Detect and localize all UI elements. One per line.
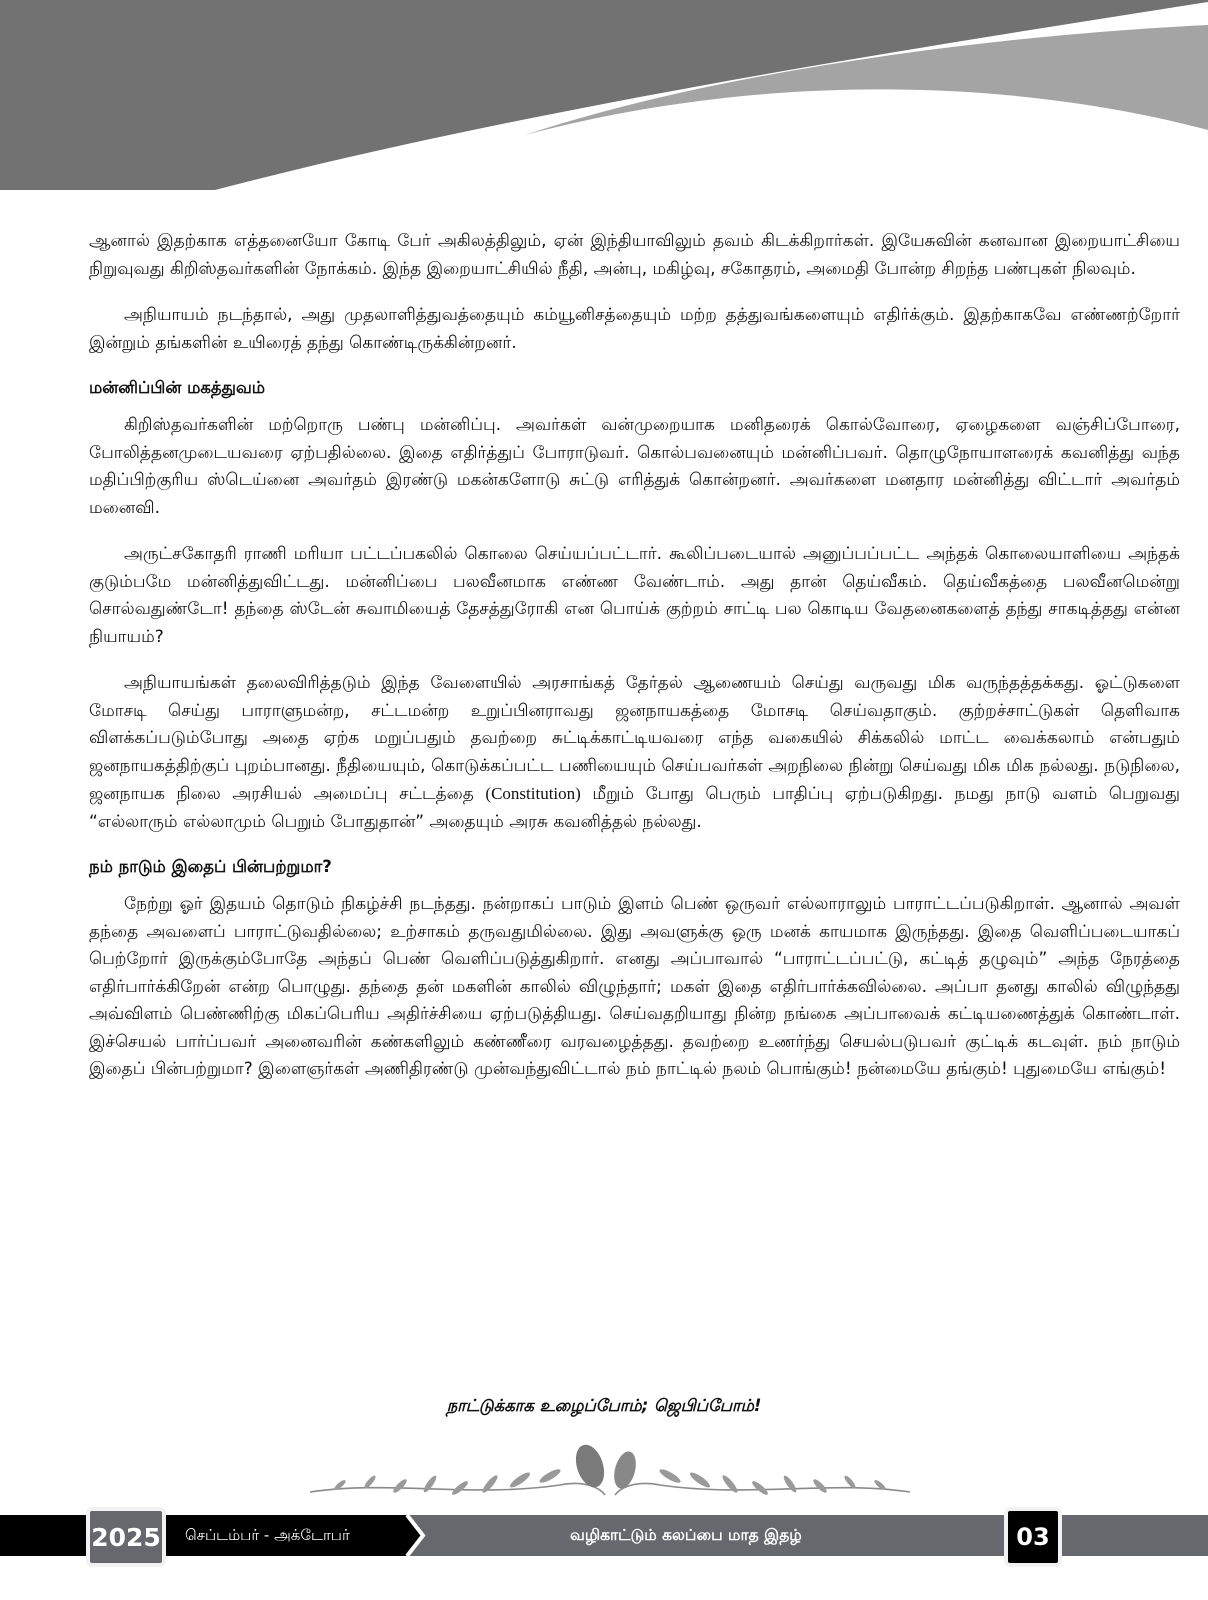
paragraph-5-part-1: அநியாயங்கள் தலைவிரித்தடும் இந்த வேளையில் அரசாங்கத் தேர்தல் ஆணையம் செய்து வருவது மிக வருந்தத்தக்கது. ஓட்டுகளை மோசடி செய்து பாராளுமன்ற, சட்டமன்ற உறுப்பினராவது ஜனநாயகத்தை மோசடி செய்வதாகும். குற்றச்சாட்டுகள் தெளிவாக விளக்கப்படும்போது அதை ஏற்க மறுப்பதும் தவற்றை சுட்டிக்காட்டியவரை எந்த வகையில் சிக்கலில் மாட்ட வைக்கலாம் என்பதும் ஜனநாயகத்திற்குப் புறம்பானது. நீதியையும், கொடுக்கப்பட்ட பணியையும் செய்பவர்கள் அறநிலை நின்று செய்வது மிக மிக நல்லது. நடுநிலை, ஜனநாயக நிலை அரசியல் அமைப்பு சட்டத்தை (89, 673, 1180, 804)
paragraph-6: நேற்று ஓர் இதயம் தொடும் நிகழ்ச்சி நடந்தது. நன்றாகப் பாடும் இளம் பெண் ஒருவர் எல்லாராலும் பாராட்டப்படுகிறாள். ஆனால் அவள் தந்தை அவளைப் பாராட்டுவதில்லை; உற்சாகம் தருவதுமில்லை. இது அவளுக்கு ஒரு மனக் காயமாக இருந்தது. இதை வெளிப்படையாகப் பெற்றோர் இருக்கும்போதே அந்தப் பெண் வெளிப்படுத்துகிறார். எனது அப்பாவால் “பாராட்டப்பட்டு, கட்டித் தழுவும்” அந்த நேரத்தை எதிர்பார்க்கிறேன் என்ற பொழுது. தந்தை தன் மகளின் காலில் விழுந்தார்; மகள் இதை எதிர்பார்க்கவில்லை. அப்பா தனது காலில் விழுந்தது அவ்விளம் பெண்ணிற்கு மிகப்பெரிய அதிர்ச்சியை ஏற்படுத்தியது. செய்வதறியாது நின்ற நங்கை அப்பாவைக் கட்டியணைத்துக் கொண்டாள். இச்செயல் பார்ப்பவர் அனைவரின் கண்களிலும் கண்ணீரை வரவழைத்தது. தவற்றை உணர்ந்து செயல்படுபவர் குட்டிக் கடவுள். நம் நாடும் இதைப் பின்பற்றுமா? இளைஞர்கள் அணிதிரண்டு முன்வந்துவிட்டால் நம் நாட்டில் நலம் பொங்கும்! நன்மையே தங்கும்! புதுமையே எங்கும்! (89, 894, 1180, 1079)
closing-slogan: நாட்டுக்காக உழைப்போம்; ஜெபிப்போம்! (446, 1396, 762, 1415)
page-number: 03 (1004, 1507, 1062, 1567)
section-heading-forgiveness: மன்னிப்பின் மகத்துவம் (89, 378, 266, 397)
header-swoosh-decoration (0, 0, 1208, 195)
paragraph-5-part-2: மீறும் போது பெரும் பாதிப்பு ஏற்படுகிறது. நமது நாடு வளம் பெறுவது “எல்லாரும் எல்லாமும் பெறும் போதுதான்” அதையும் அரசு கவனித்தல் நல்லது. (89, 784, 1180, 832)
paragraph-3: கிறிஸ்தவர்களின் மற்றொரு பண்பு மன்னிப்பு. அவர்கள் வன்முறையாக மனிதரைக் கொல்வோரை, ஏழைகளை வஞ்சிப்போரை, போலித்தனமுடையவரை ஏற்பதில்லை. இதை எதிர்த்துப் போராடுவர். கொல்பவனையும் மன்னிப்பவர். தொழுநோயாளரைக் கவனித்து வந்த மதிப்பிற்குரிய ஸ்டெய்னை அவர்தம் இரண்டு மகன்களோடு சுட்டு எரித்துக் கொன்றனர். அவர்களை மனதார மன்னித்து விட்டார் அவர்தம் மனைவி. (89, 415, 1180, 518)
magazine-title: வழிகாட்டும் கலப்பை மாத இதழ் (570, 1526, 802, 1544)
issue-months: செப்டம்பர் - அக்டோபர் (185, 1526, 350, 1544)
section-heading-will-our-nation-follow: நம் நாடும் இதைப் பின்பற்றுமா? (89, 857, 332, 876)
paragraph-4: அருட்சகோதரி ராணி மரியா பட்டப்பகலில் கொலை செய்யப்பட்டார். கூலிப்படையால் அனுப்பப்பட்ட அந்தக் கொலையாளியை அந்தக் குடும்பமே மன்னித்துவிட்டது. மன்னிப்பை பலவீனமாக எண்ண வேண்டாம். அது தான் தெய்வீகம். தெய்வீகத்தை பலவீனமென்று சொல்வதுண்டோ! தந்தை ஸ்டேன் சுவாமியைத் தேசத்துரோகி என பொய்க் குற்றம் சாட்டி பல கொடிய வேதனைகளைத் தந்து சாகடித்தது என்ன நியாயம்? (89, 544, 1180, 647)
constitution-term: (Constitution) (485, 784, 581, 803)
page-footer (0, 1515, 1208, 1556)
leaf-vine-divider-icon (300, 1440, 920, 1502)
article-body (89, 228, 1180, 1103)
paragraph-5 (89, 670, 1180, 836)
year-badge: 2025 (86, 1507, 166, 1567)
paragraph-2: அநியாயம் நடந்தால், அது முதலாளித்துவத்தையும் கம்யூனிசத்தையும் மற்ற தத்துவங்களையும் எதிர்க்கும். இதற்காகவே எண்ணற்றோர் இன்றும் தங்களின் உயிரைத் தந்து கொண்டிருக்கின்றனர். (89, 305, 1180, 353)
footer-arrow-icon (345, 1515, 435, 1556)
paragraph-1: ஆனால் இதற்காக எத்தனையோ கோடி பேர் அகிலத்திலும், ஏன் இந்தியாவிலும் தவம் கிடக்கிறார்கள். இயேசுவின் கனவான இறையாட்சியை நிறுவுவது கிறிஸ்தவர்களின் நோக்கம். இந்த இறையாட்சியில் நீதி, அன்பு, மகிழ்வு, சகோதரம், அமைதி போன்ற சிறந்த பண்புகள் நிலவும். (89, 231, 1180, 279)
